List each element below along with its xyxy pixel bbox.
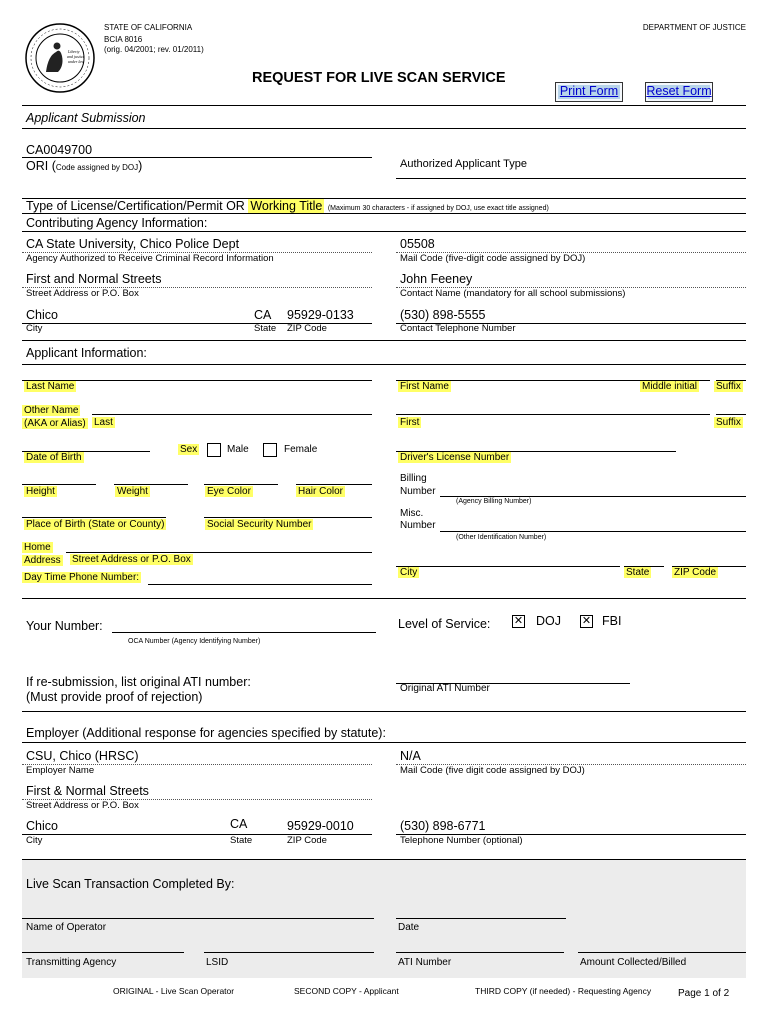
proof-of-rejection-label: (Must provide proof of rejection) [26, 690, 203, 704]
male-checkbox[interactable] [207, 443, 221, 457]
female-label: Female [284, 444, 318, 455]
mail-code-field[interactable]: 05508 [400, 237, 435, 251]
agency-field[interactable]: CA State University, Chico Police Dept [26, 237, 240, 251]
day-phone-field[interactable] [148, 584, 372, 585]
employer-phone-label: Telephone Number (optional) [400, 835, 523, 846]
your-number-label: Your Number: [26, 619, 103, 633]
live-scan-header: Live Scan Transaction Completed By: [26, 877, 235, 891]
aka-label: (AKA or Alias) [24, 418, 86, 429]
misc-note: (Other Identification Number) [456, 534, 547, 541]
form-revision: (orig. 04/2001; rev. 01/2011) [104, 45, 204, 54]
other-name-label: Other Name [24, 405, 79, 416]
agency-city-label: City [26, 323, 43, 334]
home-city-field[interactable] [396, 566, 620, 567]
employer-city-label: City [26, 835, 43, 846]
page-number: Page 1 of 2 [678, 988, 730, 999]
contributing-agency-header: Contributing Agency Information: [26, 216, 208, 230]
date-label: Date [398, 922, 420, 933]
other-suffix-label: Suffix [716, 417, 741, 428]
resubmission-label: If re-submission, list original ATI number: [26, 675, 251, 689]
billing-number-label: Number [400, 486, 436, 497]
height-field[interactable] [22, 484, 96, 485]
footer-second-copy: SECOND COPY - Applicant [294, 986, 399, 996]
hair-color-field[interactable] [296, 484, 372, 485]
weight-label: Weight [117, 486, 148, 497]
misc-label: Misc. [400, 508, 424, 519]
misc-number-label: Number [400, 520, 436, 531]
employer-mail-code-label: Mail Code (five digit code assigned by DOJ) [400, 765, 585, 776]
employer-street-field[interactable]: First & Normal Streets [26, 784, 149, 798]
ssn-label: Social Security Number [207, 519, 312, 530]
doj-label: DOJ [536, 614, 561, 628]
form-id: BCIA 8016 [104, 35, 143, 44]
employer-name-field[interactable]: CSU, Chico (HRSC) [26, 749, 139, 763]
operator-name-field[interactable] [22, 918, 374, 919]
footer-third-copy: THIRD COPY (if needed) - Requesting Agency [475, 986, 652, 996]
dob-label: Date of Birth [26, 452, 82, 463]
employer-zip-label: ZIP Code [287, 835, 327, 846]
first-name-label: First Name [400, 381, 449, 392]
ori-label: ORI (Code assigned by DOJ) [26, 159, 143, 173]
male-label: Male [227, 444, 249, 455]
employer-street-label: Street Address or P.O. Box [26, 800, 139, 811]
weight-field[interactable] [114, 484, 188, 485]
date-field[interactable] [396, 918, 566, 919]
applicant-submission-label: Applicant Submission [26, 111, 146, 125]
other-last-field[interactable] [92, 414, 372, 415]
misc-number-field[interactable] [440, 531, 746, 532]
home-city-label: City [400, 567, 418, 578]
svg-text:under law: under law [68, 59, 85, 64]
billing-label: Billing [400, 473, 427, 484]
hair-color-label: Hair Color [298, 486, 344, 497]
employer-mail-code-field[interactable]: N/A [400, 749, 421, 763]
svg-text:Liberty: Liberty [68, 49, 80, 54]
fbi-label: FBI [602, 614, 622, 628]
place-of-birth-label: Place of Birth (State or County) [26, 519, 165, 530]
lsid-label: LSID [206, 957, 229, 968]
place-of-birth-field[interactable] [22, 517, 166, 518]
other-suffix-field[interactable] [716, 414, 746, 415]
fbi-checkbox[interactable]: ✕ [581, 615, 592, 627]
agency-street-field[interactable]: First and Normal Streets [26, 272, 162, 286]
home-street-label: Street Address or P.O. Box [72, 554, 191, 565]
authorized-applicant-type-label: Authorized Applicant Type [400, 158, 527, 170]
print-form-button[interactable]: Print Form [555, 82, 623, 102]
employer-phone-field[interactable]: (530) 898-6771 [400, 819, 486, 833]
contact-name-field[interactable]: John Feeney [400, 272, 473, 286]
middle-initial-label: Middle initial [642, 381, 698, 392]
state-name: STATE OF CALIFORNIA [104, 23, 193, 32]
contact-phone-field[interactable]: (530) 898-5555 [400, 308, 486, 322]
department: DEPARTMENT OF JUSTICE [642, 23, 746, 32]
ssn-field[interactable] [204, 517, 372, 518]
home-state-label: State [626, 567, 650, 578]
employer-name-label: Employer Name [26, 765, 95, 776]
billing-number-field[interactable] [440, 496, 746, 497]
employer-state-field[interactable]: CA [230, 817, 248, 831]
address-label: Address [24, 555, 61, 566]
agency-state-field[interactable]: CA [254, 308, 272, 322]
type-license-label: Type of License/Certification/Permit OR Working Title (Maximum 30 characters - if assigned by DOJ, use exact title assigned) [26, 199, 549, 213]
amount-label: Amount Collected/Billed [580, 957, 687, 968]
other-first-field[interactable] [396, 414, 710, 415]
operator-name-label: Name of Operator [26, 922, 107, 933]
agency-label: Agency Authorized to Receive Criminal Record Information [26, 253, 274, 264]
other-last-label: Last [94, 417, 113, 428]
contact-name-label: Contact Name (mandatory for all school submissions) [400, 288, 626, 299]
agency-zip-field[interactable]: 95929-0133 [287, 308, 354, 322]
oca-number-field[interactable] [112, 632, 376, 633]
amount-field[interactable] [578, 952, 746, 953]
billing-note: (Agency Billing Number) [456, 498, 532, 505]
mail-code-label: Mail Code (five-digit code assigned by DOJ) [400, 253, 586, 264]
agency-street-label: Street Address or P.O. Box [26, 288, 139, 299]
home-zip-label: ZIP Code [674, 567, 717, 578]
agency-zip-label: ZIP Code [287, 323, 327, 334]
doj-checkbox[interactable]: ✕ [513, 615, 524, 627]
form-title: REQUEST FOR LIVE SCAN SERVICE [252, 70, 506, 86]
last-name-label: Last Name [26, 381, 75, 392]
agency-city-field[interactable]: Chico [26, 308, 58, 322]
suffix-label: Suffix [716, 381, 741, 392]
drivers-license-label: Driver's License Number [400, 452, 510, 463]
level-of-service-label: Level of Service: [398, 617, 491, 631]
eye-color-label: Eye Color [207, 486, 251, 497]
reset-form-button[interactable]: Reset Form [645, 82, 713, 102]
transmitting-agency-label: Transmitting Agency [26, 957, 117, 968]
transmitting-agency-field[interactable] [22, 952, 184, 953]
phone-label: Day Time Phone Number: [24, 572, 140, 583]
footer-original: ORIGINAL - Live Scan Operator [113, 986, 235, 996]
agency-state-label: State [254, 323, 277, 334]
lsid-field[interactable] [204, 952, 374, 953]
other-first-label: First [400, 417, 420, 428]
home-street-field[interactable] [66, 552, 372, 553]
divider [22, 105, 746, 106]
ati-number-field[interactable] [396, 952, 564, 953]
female-checkbox[interactable] [263, 443, 277, 457]
oca-note: OCA Number (Agency Identifying Number) [128, 638, 261, 645]
contact-phone-label: Contact Telephone Number [400, 323, 516, 334]
height-label: Height [26, 486, 55, 497]
original-ati-label: Original ATI Number [400, 683, 490, 694]
ati-number-label: ATI Number [398, 957, 452, 968]
employer-header: Employer (Additional response for agencies specified by statute): [26, 726, 386, 740]
divider [22, 128, 746, 129]
sex-label: Sex [180, 444, 198, 455]
applicant-info-header: Applicant Information: [26, 346, 147, 360]
home-label: Home [24, 542, 51, 553]
eye-color-field[interactable] [204, 484, 278, 485]
employer-state-label: State [230, 835, 253, 846]
ori-field[interactable]: CA0049700 [26, 143, 93, 157]
state-seal [24, 22, 96, 94]
authorized-applicant-type-field[interactable] [396, 178, 746, 179]
type-license-field[interactable] [22, 213, 746, 214]
employer-zip-field[interactable]: 95929-0010 [287, 819, 354, 833]
employer-city-field[interactable]: Chico [26, 819, 58, 833]
svg-text:and justice: and justice [67, 54, 85, 59]
